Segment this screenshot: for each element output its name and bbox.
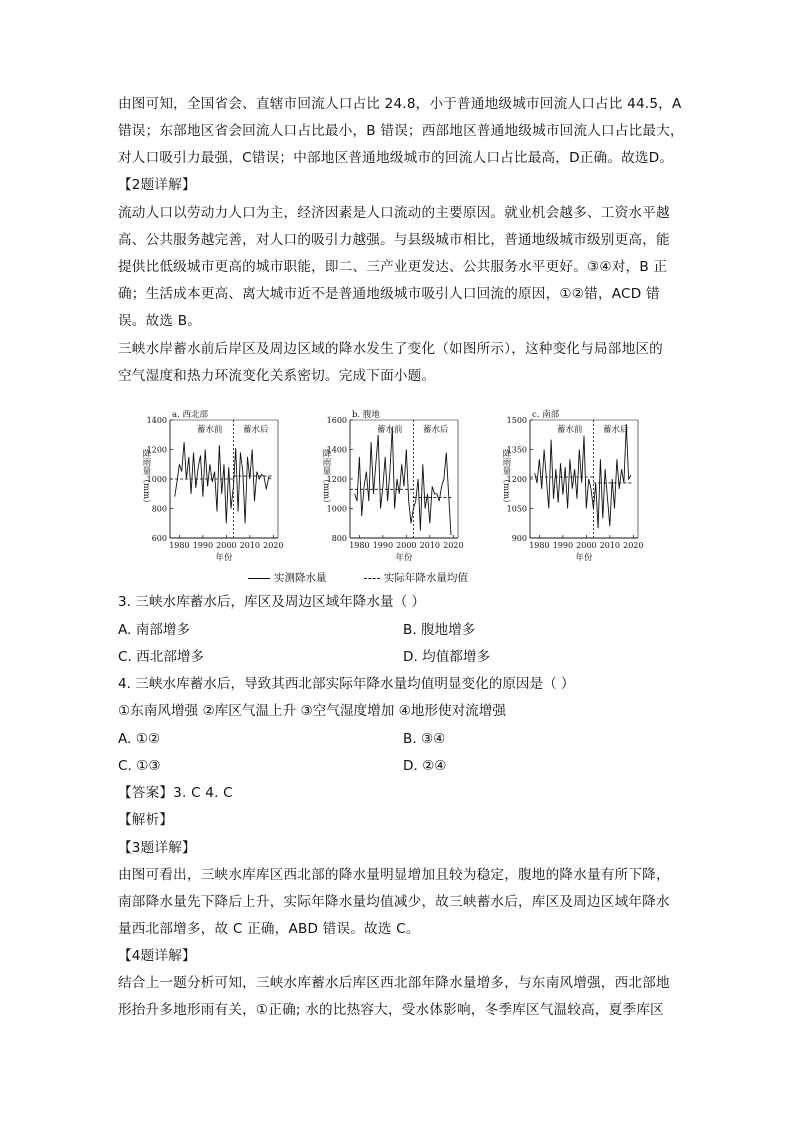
chart-title: a. 西北部 bbox=[172, 410, 208, 420]
x-tick-label: 2000 bbox=[576, 541, 597, 550]
y-tick-label: 1200 bbox=[506, 475, 527, 484]
y-tick-label: 1350 bbox=[506, 445, 527, 455]
x-axis-label: 年份 bbox=[215, 553, 233, 563]
x-tick-label: 1990 bbox=[552, 541, 574, 550]
y-tick-label: 1600 bbox=[326, 416, 347, 425]
x-tick-label: 2020 bbox=[443, 541, 464, 550]
chart-legend bbox=[248, 570, 548, 590]
x-tick-label: 2000 bbox=[396, 541, 417, 550]
period-before-label: 蓄水前 bbox=[196, 425, 223, 435]
y-tick-label: 1200 bbox=[146, 445, 167, 455]
text-line: 三峡水岸蓄水前后岸区及周边区域的降水发生了变化（如图所示），这种变化与局部地区的 bbox=[118, 341, 663, 357]
analysis-heading: 【解析】 bbox=[118, 812, 174, 828]
precipitation-charts bbox=[140, 396, 680, 591]
question-3-option-b[interactable]: B. 腹地增多 bbox=[403, 622, 476, 638]
period-after-label: 蓄水后 bbox=[242, 425, 269, 435]
chart-title: b. 腹地 bbox=[352, 410, 380, 420]
x-tick-label: 2020 bbox=[623, 541, 644, 550]
text-line: 高、公共服务越完善，对人口的吸引力越强。与县级城市相比，普通地级城市级别更高，能 bbox=[118, 232, 670, 248]
question-4-stem: 4. 三峡水库蓄水后，导致其西北部实际年降水量均值明显变化的原因是（ ） bbox=[118, 676, 575, 692]
y-axis-label: 降雨量（mm） bbox=[501, 449, 511, 508]
x-tick-label: 2000 bbox=[216, 541, 237, 550]
period-after-label: 蓄水后 bbox=[602, 425, 629, 435]
text-line: 由图可知，全国省会、直辖市回流人口占比 24.8，小于普通地级城市回流人口占比 44.5，A bbox=[118, 96, 682, 112]
text-line: 提供比低级城市更高的城市职能，即二、三产业更发达、公共服务水平更好。③④对，B 正 bbox=[118, 259, 668, 275]
question-3-option-c[interactable]: C. 西北部增多 bbox=[118, 649, 205, 665]
legend-solid-label: 实测降水量 bbox=[274, 572, 327, 584]
y-tick-label: 1000 bbox=[326, 504, 347, 514]
period-after-label: 蓄水后 bbox=[422, 425, 449, 435]
q3-detail-heading: 【3题详解】 bbox=[118, 840, 196, 856]
y-axis-label: 降雨量（mm） bbox=[141, 449, 151, 508]
chart-title: c. 南部 bbox=[532, 410, 560, 420]
series-line bbox=[175, 442, 271, 523]
question-4-option-a[interactable]: A. ①② bbox=[118, 731, 161, 747]
text-line: 量西北部增多，故 C 正确，ABD 错误。故选 C。 bbox=[118, 921, 420, 937]
series-line bbox=[535, 424, 631, 528]
y-tick-label: 1000 bbox=[146, 475, 167, 484]
legend-solid-swatch bbox=[248, 578, 270, 579]
period-before-label: 蓄水前 bbox=[556, 425, 583, 435]
x-tick-label: 2010 bbox=[599, 541, 621, 550]
y-tick-label: 1500 bbox=[506, 416, 527, 425]
q4-detail-heading: 【4题详解】 bbox=[118, 948, 196, 964]
y-tick-label: 600 bbox=[151, 534, 167, 543]
period-before-label: 蓄水前 bbox=[376, 425, 403, 435]
x-tick-label: 2010 bbox=[419, 541, 441, 550]
legend-dashed-label: 实际年降水量均值 bbox=[383, 572, 468, 584]
y-tick-label: 800 bbox=[331, 534, 347, 543]
x-tick-label: 1990 bbox=[192, 541, 214, 550]
x-tick-label: 1980 bbox=[529, 541, 550, 550]
y-tick-label: 1200 bbox=[326, 475, 347, 484]
x-tick-label: 1980 bbox=[169, 541, 190, 550]
text-line: 南部降水量先下降后上升，实际年降水量均值减少，故三峡蓄水后，库区及周边区域年降水 bbox=[118, 894, 670, 910]
x-axis-label: 年份 bbox=[395, 553, 413, 563]
legend-dashed-swatch bbox=[364, 578, 380, 579]
question-4-items: ①东南风增强 ②库区气温上升 ③空气湿度增加 ④地形使对流增强 bbox=[118, 703, 506, 719]
question-4-option-d[interactable]: D. ②④ bbox=[403, 758, 447, 774]
text-line: 结合上一题分析可知，三峡水库蓄水后库区西北部年降水量增多，与东南风增强，西北部地 bbox=[118, 975, 670, 991]
question-3-option-d[interactable]: D. 均值都增多 bbox=[403, 649, 491, 665]
text-line: 由图可看出，三峡水库库区西北部的降水量明显增加且较为稳定，腹地的降水量有所下降， bbox=[118, 867, 670, 883]
question-4-option-b[interactable]: B. ③④ bbox=[403, 731, 446, 747]
y-tick-label: 1400 bbox=[146, 416, 167, 425]
y-tick-label: 800 bbox=[151, 504, 167, 514]
x-axis-label: 年份 bbox=[575, 553, 593, 563]
question-4-option-c[interactable]: C. ①③ bbox=[118, 758, 161, 774]
answer-line: 【答案】3. C 4. C bbox=[118, 785, 233, 801]
x-tick-label: 2010 bbox=[239, 541, 261, 550]
text-line: 确；生活成本更高、离大城市近不是普通地级城市吸引人口回流的原因，①②错，ACD 错 bbox=[118, 286, 660, 302]
text-line: 对人口吸引力最强，C错误；中部地区普通地级城市的回流人口占比最高，D正确。故选D。 bbox=[118, 150, 674, 166]
text-line: 空气湿度和热力环流变化关系密切。完成下面小题。 bbox=[118, 368, 436, 384]
section-heading: 【2题详解】 bbox=[118, 177, 196, 193]
x-tick-label: 1990 bbox=[372, 541, 394, 550]
series-line bbox=[355, 427, 451, 535]
x-tick-label: 1980 bbox=[349, 541, 370, 550]
text-line: 错误；东部地区省会回流人口占比最小，B 错误；西部地区普通地级城市回流人口占比最大， bbox=[118, 123, 684, 139]
y-tick-label: 1400 bbox=[326, 445, 347, 455]
text-line: 误。故选 B。 bbox=[118, 313, 202, 329]
text-line: 流动人口以劳动力人口为主，经济因素是人口流动的主要原因。就业机会越多、工资水平越 bbox=[118, 205, 670, 221]
y-tick-label: 1050 bbox=[506, 504, 527, 514]
question-3-stem: 3. 三峡水库蓄水后，库区及周边区域年降水量（ ） bbox=[118, 594, 426, 610]
text-line: 形抬升多地形雨有关，①正确; 水的比热容大，受水体影响，冬季库区气温较高，夏季库区 bbox=[118, 1002, 664, 1018]
x-tick-label: 2020 bbox=[263, 541, 284, 550]
y-tick-label: 900 bbox=[511, 534, 527, 543]
question-3-option-a[interactable]: A. 南部增多 bbox=[118, 622, 191, 638]
y-axis-label: 降雨量（mm） bbox=[321, 449, 331, 508]
